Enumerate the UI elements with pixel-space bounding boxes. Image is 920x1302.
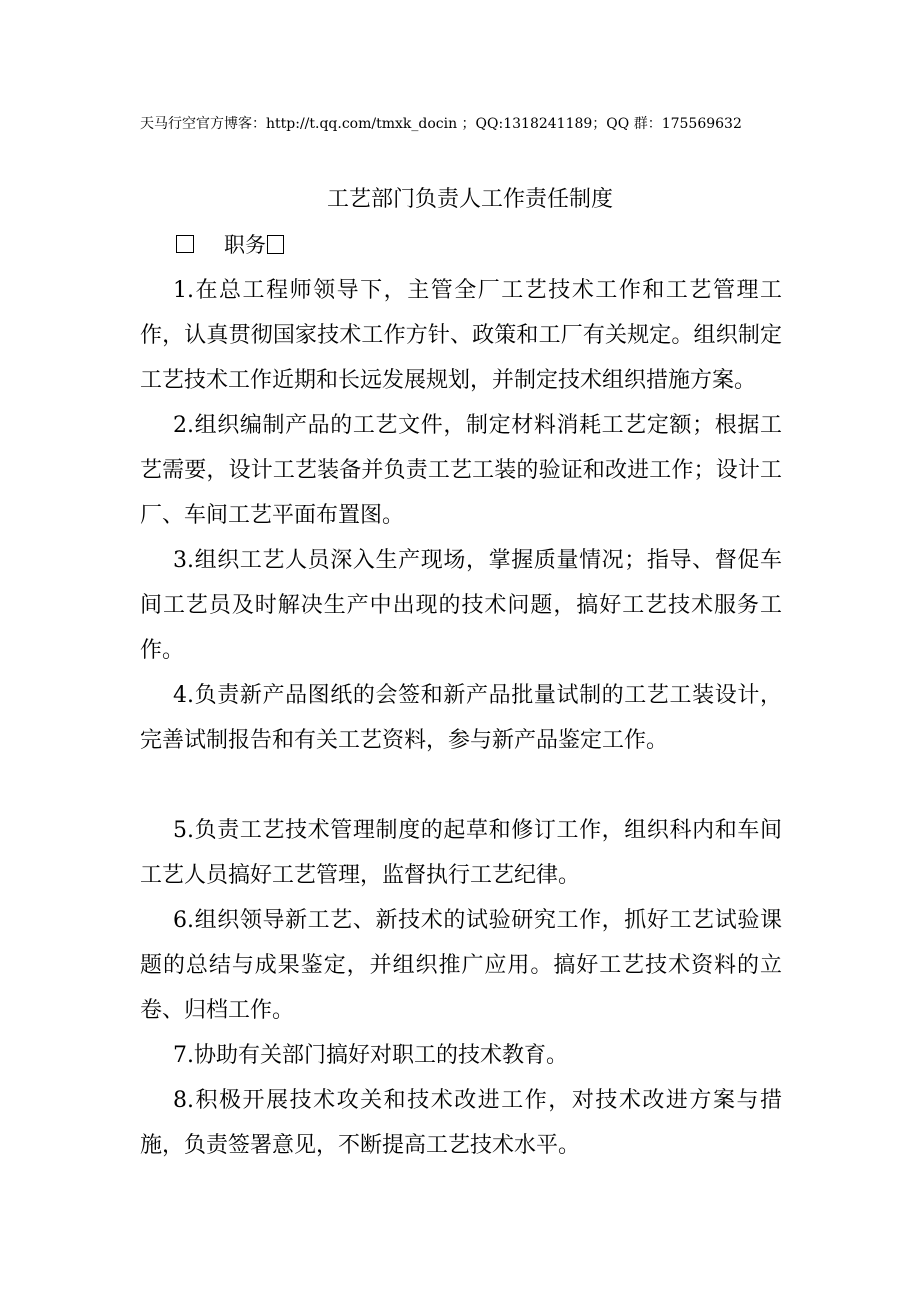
document-body: [140, 268, 782, 1168]
paragraph-8: 8.积极开展技术攻关和技术改进工作，对技术改进方案与措施，负责签署意见，不断提高工艺技术水平。: [140, 1088, 782, 1158]
document-title-text: 工艺部门负责人工作责任制度: [326, 187, 613, 212]
paragraph-7: 7.协助有关部门搞好对职工的技术教育。: [173, 1043, 568, 1068]
paragraph-2: 2.组织编制产品的工艺文件，制定材料消耗工艺定额；根据工艺需要，设计工艺装备并负责工艺工装的验证和改进工作；设计工厂、车间工艺平面布置图。: [140, 413, 782, 528]
checkbox-square-icon: [176, 235, 194, 253]
position-line: [176, 228, 284, 262]
paragraph-3: 3.组织工艺人员深入生产现场，掌握质量情况；指导、督促车间工艺员及时解决生产中出现的技术问题，搞好工艺技术服务工作。: [140, 548, 782, 663]
position-label: 职务: [224, 233, 266, 257]
paragraph-1: 1.在总工程师领导下，主管全厂工艺技术工作和工艺管理工作，认真贯彻国家技术工作方针、政策和工厂有关规定。组织制定工艺技术工作近期和长远发展规划，并制定技术组织措施方案。: [140, 278, 782, 393]
paragraph-6: 6.组织领导新工艺、新技术的试验研究工作，抓好工艺试验课题的总结与成果鉴定，并组织推广应用。搞好工艺技术资料的立卷、归档工作。: [140, 908, 782, 1023]
empty-square-icon: [267, 235, 284, 254]
header-contact-line: 天马行空官方博客：http://t.qq.com/tmxk_docin ；QQ:1318241189；QQ 群：175569632: [140, 116, 742, 132]
paragraph-5: 5.负责工艺技术管理制度的起草和修订工作，组织科内和车间工艺人员搞好工艺管理，监督执行工艺纪律。: [140, 818, 782, 888]
paragraph-4: 4.负责新产品图纸的会签和新产品批量试制的工艺工装设计，完善试制报告和有关工艺资料，参与新产品鉴定工作。: [140, 683, 782, 753]
document-title: [0, 184, 920, 216]
